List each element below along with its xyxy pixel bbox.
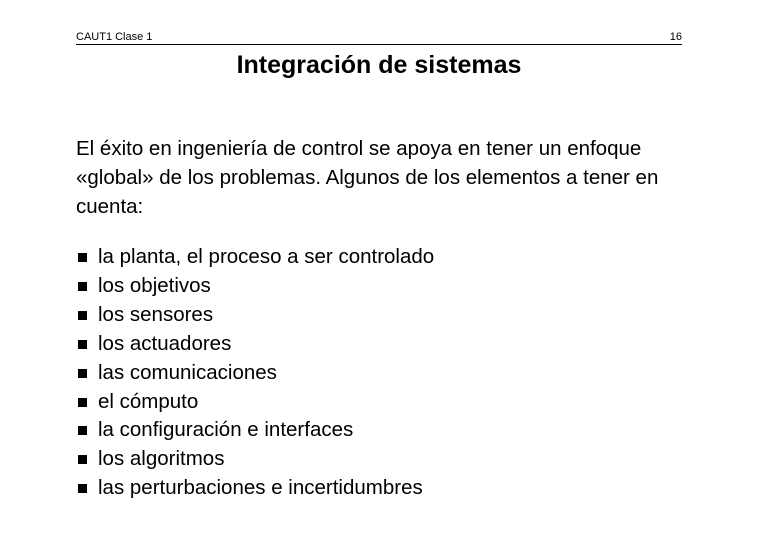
list-item-text: los sensores <box>98 302 214 326</box>
square-bullet-icon <box>78 426 87 435</box>
list-item-text: los objetivos <box>98 273 211 297</box>
square-bullet-icon <box>78 253 87 262</box>
square-bullet-icon <box>78 369 87 378</box>
list-item <box>76 445 434 474</box>
course-label: CAUT1 Clase 1 <box>76 31 153 43</box>
list-item-text: los actuadores <box>98 331 232 355</box>
elements-list <box>76 243 434 503</box>
list-item <box>76 272 434 301</box>
square-bullet-icon <box>78 484 87 493</box>
square-bullet-icon <box>78 455 87 464</box>
square-bullet-icon <box>78 311 87 320</box>
list-item <box>76 474 434 503</box>
list-item <box>76 330 434 359</box>
page-number: 16 <box>669 31 682 43</box>
intro-paragraph: El éxito en ingeniería de control se apoya en tener un enfoque «global» de los problemas. Algunos de los elementos a tener en cuenta: <box>76 137 659 218</box>
list-item <box>76 243 434 272</box>
list-item-text: el cómputo <box>98 389 199 413</box>
list-item-text: las perturbaciones e incertidumbres <box>98 476 423 500</box>
list-item-text: las comunicaciones <box>98 360 277 384</box>
slide-header <box>76 30 682 45</box>
list-item <box>76 388 434 417</box>
list-item-text: la configuración e interfaces <box>98 418 354 442</box>
list-item <box>76 359 434 388</box>
list-item-text: la planta, el proceso a ser controlado <box>98 245 435 268</box>
list-item-text: los algoritmos <box>98 447 225 471</box>
square-bullet-icon <box>78 282 87 291</box>
square-bullet-icon <box>78 340 87 349</box>
list-item <box>76 301 434 330</box>
list-item <box>76 416 434 445</box>
square-bullet-icon <box>78 398 87 407</box>
slide-title: Integración de sistemas <box>236 51 522 79</box>
